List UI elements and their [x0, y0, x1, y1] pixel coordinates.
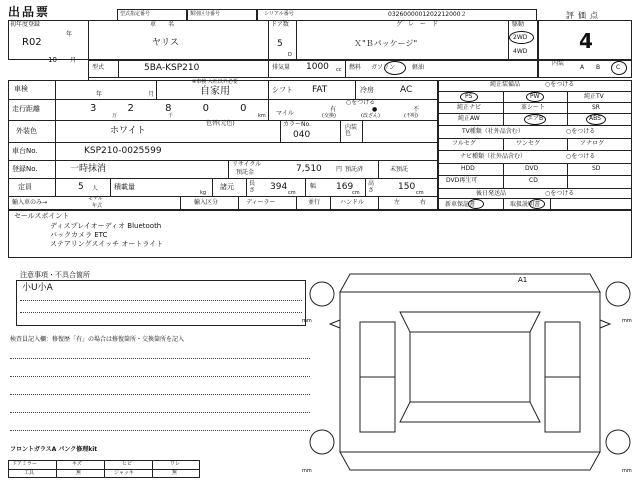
width-cm: cm	[352, 190, 360, 196]
first-reg-year: R02	[22, 37, 42, 48]
equip-abs-circle	[586, 114, 606, 125]
drive-4wd: 4WD	[513, 48, 528, 55]
drive-2wd-circle	[509, 31, 534, 44]
car-name-label: 車名	[150, 21, 187, 28]
person-unit: 人	[92, 185, 99, 192]
equip-leather: 革シート	[521, 104, 546, 111]
doors-label: ドア数	[271, 21, 289, 28]
light-oil-label: 軽油	[412, 64, 425, 71]
genuine-circle-label: ○をつける	[545, 81, 575, 88]
bottom-th-scratch: キズ	[72, 461, 82, 467]
first-reg-month: 10	[48, 56, 57, 64]
notes-value: 小U小A	[22, 283, 53, 293]
equip-aw: 純正AW	[458, 115, 480, 122]
chassis-label: 車台No.	[12, 147, 38, 155]
length-cm: cm	[288, 190, 296, 196]
serial-label: シリアル番号	[264, 11, 294, 17]
bottom-td-jack: ジャッキ	[114, 470, 134, 476]
color-code-label: カラーNo.	[283, 121, 311, 128]
serial-number: 0326000001202212000２	[388, 11, 467, 18]
length-value: 394	[270, 182, 288, 192]
tv-type-label: TV種類（社外品含む）	[462, 128, 524, 135]
score-value: 4	[579, 29, 593, 53]
color-value: ホワイト	[110, 126, 146, 136]
handle-label: ハンドル	[340, 199, 365, 206]
width-value: 169	[336, 182, 354, 192]
interior-label: 内装	[552, 60, 565, 67]
sales-points-label: セールスポイント	[14, 212, 70, 220]
front-bumper	[340, 274, 600, 292]
model-value: 5BA-KSP210	[144, 63, 200, 73]
inspection-label: 車検	[14, 85, 28, 93]
post-manual-circle	[529, 199, 545, 209]
sales-point-line-2: バックカメラ ETC	[50, 231, 108, 239]
equip-airbag: エアB	[527, 115, 544, 122]
interior-c: C	[616, 64, 621, 71]
shift-value: FAT	[312, 85, 328, 95]
genuine-label: 純正装備品	[490, 81, 521, 88]
category-label: 類別区分番号	[190, 11, 221, 17]
color-code-value: 040	[293, 130, 311, 140]
mileage-opt1-top: 有	[330, 106, 337, 113]
handle-right: 右	[420, 199, 427, 206]
dealer-option: ディーラー	[246, 199, 276, 206]
year-label-r1: 年	[66, 31, 73, 38]
post-label: 後日発送品	[476, 190, 507, 197]
equip-abs: ABS	[589, 115, 601, 122]
equip-tv: 純正TV	[584, 93, 604, 100]
km-unit: km	[258, 113, 266, 119]
post-warranty-circle	[468, 199, 484, 209]
car-name: ヤリス	[152, 38, 179, 48]
equip-pw-circle	[526, 92, 544, 102]
fuel-label: 燃料	[349, 64, 362, 71]
equip-sr: SR	[592, 104, 600, 111]
length-label: 長さ	[249, 180, 256, 194]
model-year-label-1: モデル	[88, 196, 103, 202]
mirror-left	[330, 320, 340, 328]
inspection-month-label: 月	[148, 91, 155, 98]
inspection-year-label: 年	[96, 91, 103, 98]
capacity-label: 定員	[18, 183, 32, 191]
equip-navi: 純正ナビ	[457, 104, 482, 111]
kg-unit: kg	[200, 190, 207, 196]
navi-circle-label: ○をつける	[566, 153, 596, 160]
fuel-value: ガソリン	[371, 64, 396, 71]
displacement-value: 1000	[306, 62, 329, 72]
interior-c-circle	[611, 61, 627, 75]
usage-top-label: ※車検 入社以外必要	[192, 79, 238, 85]
mirror-right	[600, 320, 610, 328]
rear-window-shape	[400, 402, 540, 422]
model-designation-label: 型式指定番号	[120, 11, 151, 17]
height-value: 150	[398, 182, 416, 192]
diagram-mark: A1	[518, 276, 528, 284]
color-label: 外装色	[16, 127, 37, 135]
mileage-label: 走行距離	[12, 105, 40, 113]
navi-cd: CD	[529, 177, 538, 184]
reg-value: 一時抹消	[70, 164, 107, 174]
drive-2wd: 2WD	[513, 34, 528, 41]
post-warranty: 新車保証書	[445, 201, 476, 208]
mm-fl: mm	[302, 318, 312, 324]
sales-point-line-1: ディスプレイオーディオ Bluetooth	[50, 222, 162, 230]
recycle-not: 未預託	[390, 166, 409, 173]
bottom-td-none-2: 無	[172, 470, 178, 476]
import-only-label: 輸入車のみ→	[12, 199, 48, 206]
interior-a: A	[580, 64, 585, 71]
recycle-unit: 円	[336, 166, 343, 173]
dims-label: 諸元	[220, 183, 234, 191]
grade-label: グレード	[396, 21, 445, 28]
mileage-man: 万	[112, 113, 118, 119]
mm-fr: mm	[622, 318, 632, 324]
navi-type-label: ナビ種類（社外品含む）	[460, 153, 527, 160]
parallel-option: 並行	[308, 199, 321, 206]
navi-dvd-play: DVD再生可	[446, 177, 478, 184]
navi-hdd: HDD	[461, 165, 475, 172]
shift-label: シフト	[272, 86, 293, 94]
body-outline	[340, 292, 600, 452]
mileage-opt3-bot: (不明)	[404, 113, 418, 119]
mileage-opt2-bot: (改ざん)	[361, 113, 380, 119]
score-box	[538, 20, 632, 60]
bottom-td-tools: 工具	[24, 470, 35, 476]
wheel-fr	[606, 282, 630, 306]
mileage-opt3-top: 不	[413, 106, 420, 113]
fuel-circle	[384, 61, 406, 75]
recycle-label-2: 預託金	[236, 169, 255, 176]
tv-oneseg: ワンセグ	[516, 140, 541, 147]
navi-dvd: DVD	[525, 165, 539, 172]
recycle-value: 7,510	[296, 164, 322, 174]
usage-value: 自家用	[200, 86, 230, 97]
score-label: 評価点	[566, 11, 602, 20]
reg-label: 登録No.	[12, 165, 38, 173]
color-original-label: 色替(元色)	[206, 120, 235, 127]
mileage-value: 3 2 8 0 0	[90, 103, 261, 114]
equip-ps: PS	[465, 93, 473, 100]
mileage-sen: 千	[168, 113, 174, 119]
mm-rl: mm	[302, 468, 312, 474]
mileage-opt-head: ○をつける	[346, 99, 376, 106]
roof-outline	[410, 332, 530, 402]
mileage-opt1-bot: (交換)	[322, 113, 336, 119]
car-damage-diagram	[300, 262, 636, 478]
equip-airbag-circle	[524, 114, 546, 125]
model-label: 型式	[92, 64, 105, 71]
inspector-note-label: 検査員記入欄：修復歴「有」の場合は修復箇所・交換箇所を記入	[10, 336, 185, 343]
notes-box	[16, 280, 306, 326]
chassis-value: KSP210-0025599	[84, 146, 162, 156]
bottom-th-mirror: ドアミラー	[12, 461, 37, 467]
load-label: 積載量	[114, 183, 135, 191]
wheel-rl	[310, 430, 334, 454]
cooling-value: AC	[400, 85, 413, 95]
cc-unit: cc	[336, 67, 342, 73]
drive-label: 駆動	[512, 21, 525, 28]
windshield-note: フロントガラスA パンク修理kit	[10, 446, 98, 453]
bottom-th-crack: ヒビ	[122, 461, 133, 467]
mileage-opt-label: マイル	[276, 110, 294, 117]
equip-ps-circle	[460, 92, 478, 102]
notes-label: 注意事項・不具合箇所	[20, 271, 90, 279]
interior-b: B	[596, 64, 601, 71]
tv-analog: アナログ	[580, 140, 605, 147]
recycle-label-1: リサイクル	[232, 161, 262, 168]
navi-sd: SD	[592, 165, 601, 172]
mm-rr: mm	[622, 468, 632, 474]
cooling-label: 冷房	[360, 86, 374, 94]
interior-color-label: 内装色	[345, 124, 358, 137]
post-circle-label: ○をつける	[545, 190, 575, 197]
equip-pw: PW	[530, 93, 540, 100]
mileage-opt2-top: ●	[372, 106, 378, 113]
bottom-td-none-1: 無	[76, 470, 82, 476]
grade-value: Ｘ"Ｂパッケージ"	[354, 39, 418, 48]
month-label-r1: 月	[70, 57, 77, 64]
model-year-label-2: 年式	[92, 203, 103, 209]
wheel-fl	[310, 282, 334, 306]
wheel-rr	[606, 430, 630, 454]
tv-fullseg: フルセグ	[452, 140, 476, 147]
doors-value: 5	[277, 39, 283, 49]
d-mark: D	[288, 52, 292, 58]
rear-bumper	[340, 452, 600, 470]
bottom-th-break: ワレ	[170, 461, 181, 467]
windshield-shape	[400, 312, 540, 332]
width-label: 幅	[310, 183, 317, 190]
height-cm: cm	[416, 190, 424, 196]
displacement-label: 排気量	[272, 64, 291, 71]
first-reg-label: 初年度登録	[10, 21, 41, 28]
handle-left: 左	[394, 199, 401, 206]
recycle-done: 預託済	[345, 166, 364, 173]
import-class-label: 輸入区分	[194, 199, 219, 206]
post-manual: 取扱説明書	[510, 201, 541, 208]
sales-point-line-3: ステアリングスイッチ オートライト	[50, 240, 164, 248]
form-title: 出品票	[8, 5, 51, 19]
tv-circle-label: ○をつける	[566, 128, 596, 135]
height-label: 高さ	[368, 180, 375, 194]
capacity-value: 5	[78, 182, 84, 192]
